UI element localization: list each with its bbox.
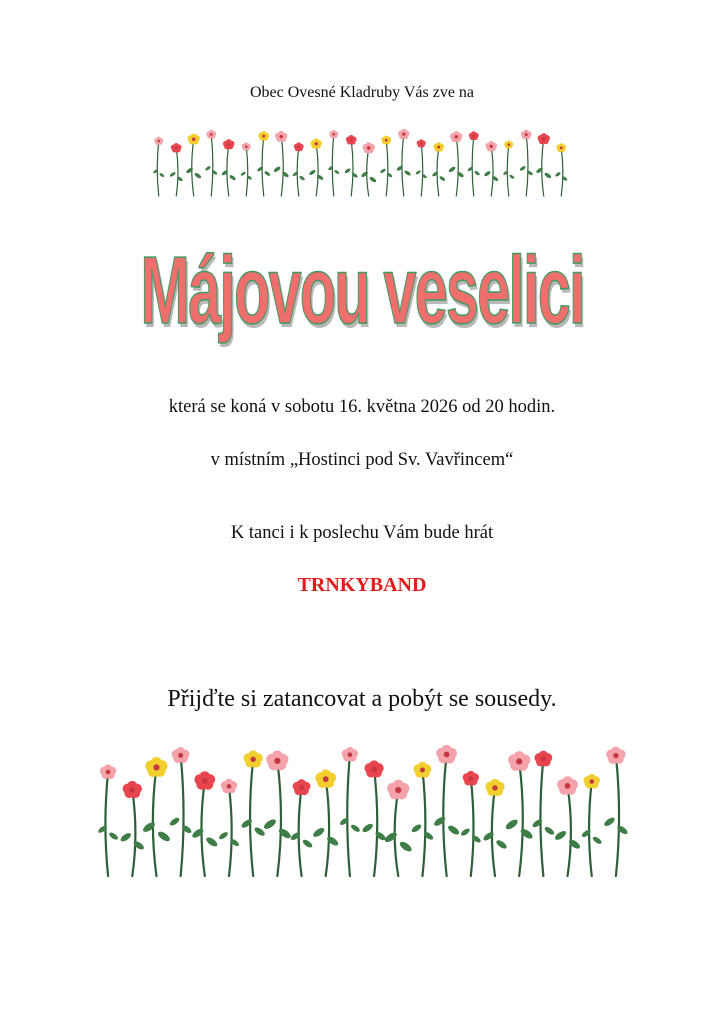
flower-icon — [396, 129, 412, 196]
flower-icon — [361, 760, 387, 876]
flower-icon — [339, 747, 361, 876]
flower-icon — [448, 131, 465, 196]
flower-icon — [415, 139, 427, 196]
flower-icon — [221, 139, 237, 196]
band-name: TRNKYBAND — [297, 574, 427, 596]
flower-icon — [432, 142, 446, 196]
closing-invitation: Přijďte si zatancovat a pobýt se sousedy. — [167, 686, 557, 712]
flower-icon — [308, 138, 324, 196]
flower-icon — [535, 133, 552, 196]
flower-border-top-icon — [150, 126, 570, 198]
flower-icon — [169, 747, 193, 876]
music-intro-text: K tanci i k poslechu Vám bude hrát — [230, 523, 494, 543]
flower-icon — [603, 747, 628, 876]
event-title: Májovou veselici — [140, 237, 584, 344]
flower-icon — [344, 135, 358, 196]
flower-icon — [240, 142, 252, 196]
flower-icon — [191, 771, 219, 876]
flower-icon — [360, 142, 377, 196]
flower-icon — [292, 142, 305, 196]
flower-icon — [97, 764, 119, 876]
flower-icon — [555, 143, 568, 196]
event-venue-text: v místním „Hostinci pod Sv. Vavřincem“ — [210, 450, 514, 470]
flower-icon — [433, 745, 461, 876]
flower-icon — [169, 143, 183, 196]
flower-icon — [205, 130, 218, 196]
flower-icon — [483, 141, 499, 196]
flower-icon — [581, 774, 603, 876]
flower-icon — [460, 771, 482, 876]
flower-icon — [519, 130, 533, 196]
flower-icon — [467, 131, 480, 196]
intro-text: Obec Ovesné Kladruby Vás zve na — [249, 84, 475, 101]
flower-icon — [240, 750, 266, 876]
flower-icon — [273, 131, 290, 196]
flower-icon — [142, 757, 172, 876]
flower-icon — [504, 751, 534, 876]
flower-icon — [153, 137, 165, 196]
flower-icon — [503, 140, 515, 196]
flower-icon — [218, 779, 240, 876]
flower-icon — [119, 781, 145, 876]
flower-icon — [262, 751, 292, 876]
flower-icon — [328, 130, 340, 196]
flower-icon — [380, 136, 393, 196]
flower-icon — [257, 131, 271, 196]
flower-icon — [482, 779, 508, 876]
flower-icon — [290, 779, 314, 876]
flower-icon — [185, 133, 202, 196]
flower-border-bottom-icon — [96, 742, 628, 878]
event-date-text: která se koná v sobotu 16. května 2026 od 20 hodin. — [168, 397, 556, 417]
flower-icon — [383, 780, 413, 876]
flower-icon — [531, 751, 555, 876]
flower-icon — [312, 769, 340, 876]
flower-icon — [554, 776, 582, 876]
flower-icon — [410, 762, 434, 876]
